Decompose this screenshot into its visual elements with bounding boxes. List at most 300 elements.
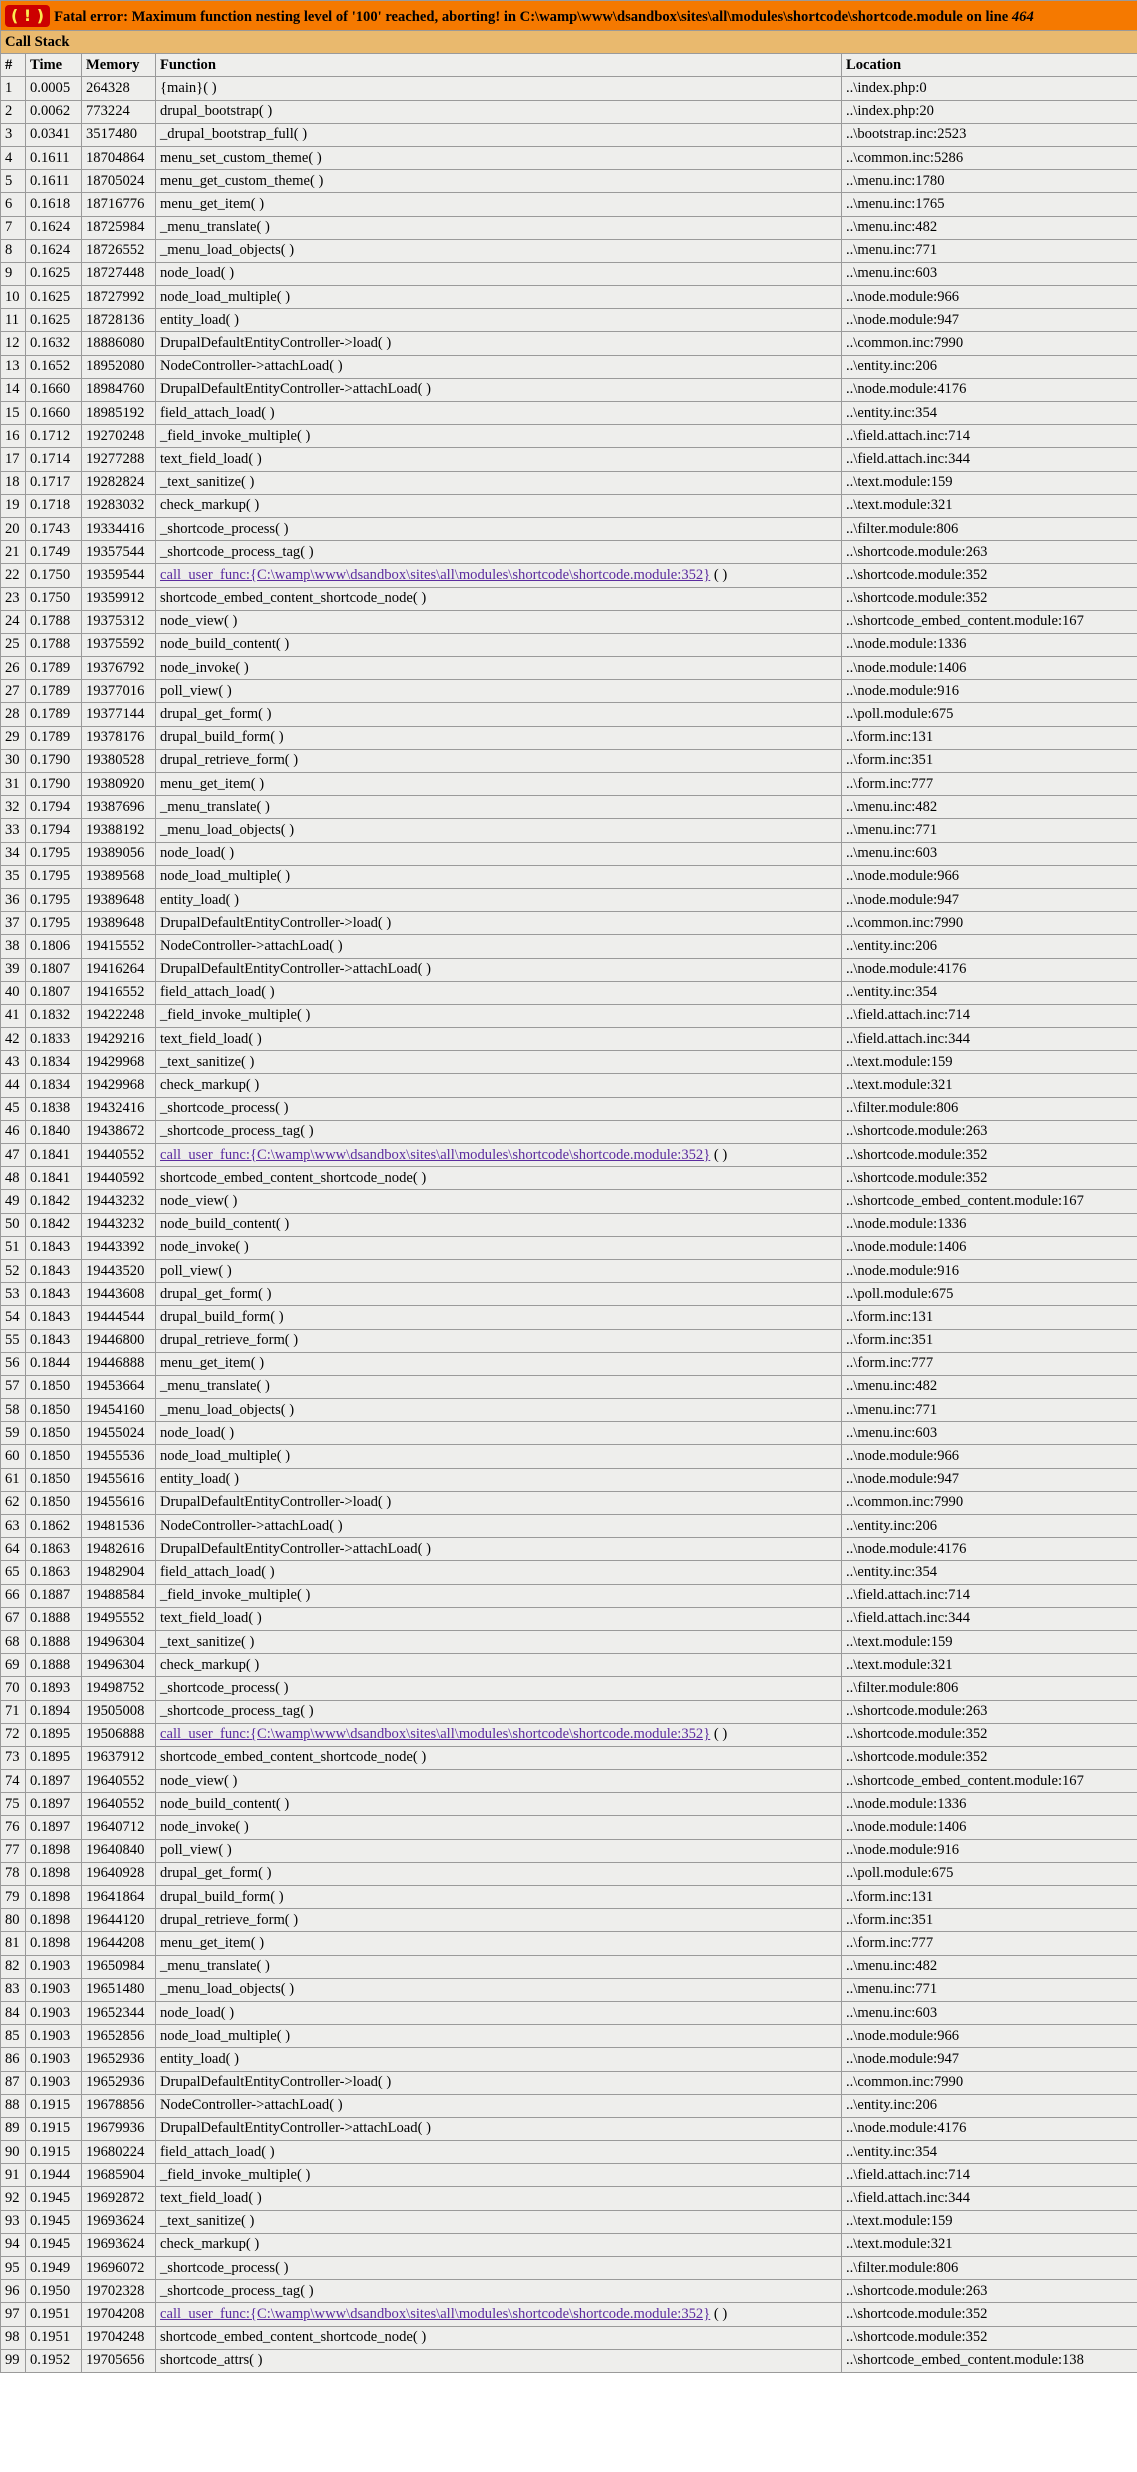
table-row [1,773,1137,796]
table-row [1,402,1137,425]
frame-function-args: ( ) [710,1146,728,1163]
frame-location: ..\text.module:321 [842,1654,1137,1677]
frame-time: 0.1850 [26,1399,82,1422]
frame-time: 0.1625 [26,309,82,332]
table-row [1,1886,1137,1909]
frame-memory: 18952080 [82,355,156,378]
frame-number: 16 [1,425,26,448]
frame-location: ..\node.module:966 [842,286,1137,309]
frame-number: 86 [1,2048,26,2071]
frame-number: 46 [1,1120,26,1143]
frame-number: 31 [1,773,26,796]
frame-function: _menu_load_objects( ) [156,1399,842,1422]
frame-time: 0.1952 [26,2349,82,2372]
table-row [1,2280,1137,2303]
frame-time: 0.1903 [26,2001,82,2024]
frame-number: 12 [1,332,26,355]
frame-function: _text_sanitize( ) [156,1630,842,1653]
table-row [1,471,1137,494]
table-row [1,1862,1137,1885]
frame-memory: 19640840 [82,1839,156,1862]
frame-function [156,1144,842,1167]
table-row [1,1677,1137,1700]
table-row [1,448,1137,471]
frame-function [156,1723,842,1746]
frame-function: node_load( ) [156,842,842,865]
table-row [1,1746,1137,1769]
frame-memory: 19429968 [82,1051,156,1074]
frame-function: drupal_get_form( ) [156,703,842,726]
frame-function: _field_invoke_multiple( ) [156,1004,842,1027]
frame-time: 0.1834 [26,1074,82,1097]
frame-memory: 19422248 [82,1004,156,1027]
frame-function: entity_load( ) [156,1468,842,1491]
frame-time: 0.1915 [26,2094,82,2117]
table-row [1,1445,1137,1468]
frame-number: 24 [1,610,26,633]
frame-time: 0.1794 [26,819,82,842]
frame-time: 0.1750 [26,587,82,610]
frame-memory: 19440552 [82,1144,156,1167]
table-row [1,2164,1137,2187]
frame-number: 19 [1,494,26,517]
frame-time: 0.1717 [26,471,82,494]
frame-location: ..\filter.module:806 [842,2257,1137,2280]
frame-memory: 19693624 [82,2233,156,2256]
frame-number: 18 [1,471,26,494]
frame-number: 85 [1,2025,26,2048]
frame-location: ..\node.module:1406 [842,1236,1137,1259]
frame-function: NodeController->attachLoad( ) [156,1515,842,1538]
frame-memory: 19705656 [82,2349,156,2372]
frame-time: 0.1863 [26,1561,82,1584]
frame-time: 0.1895 [26,1746,82,1769]
frame-memory: 19375592 [82,633,156,656]
table-row [1,1399,1137,1422]
frame-location: ..\filter.module:806 [842,1097,1137,1120]
frame-location: ..\field.attach.inc:344 [842,448,1137,471]
frame-number: 63 [1,1515,26,1538]
frame-memory: 19387696 [82,796,156,819]
frame-time: 0.1843 [26,1283,82,1306]
frame-time: 0.1898 [26,1839,82,1862]
frame-location: ..\form.inc:351 [842,1329,1137,1352]
frame-number: 96 [1,2280,26,2303]
frame-number: 11 [1,309,26,332]
frame-function: node_load( ) [156,262,842,285]
call-stack-title-row [1,31,1137,54]
frame-number: 13 [1,355,26,378]
frame-time: 0.1945 [26,2187,82,2210]
frame-function: node_invoke( ) [156,657,842,680]
table-row [1,170,1137,193]
table-row [1,1190,1137,1213]
frame-number: 74 [1,1770,26,1793]
frame-number: 17 [1,448,26,471]
frame-memory: 19376792 [82,657,156,680]
frame-function: _field_invoke_multiple( ) [156,425,842,448]
frame-memory: 19378176 [82,726,156,749]
frame-time: 0.1714 [26,448,82,471]
table-row [1,100,1137,123]
frame-number: 60 [1,1445,26,1468]
frame-location: ..\node.module:947 [842,2048,1137,2071]
frame-memory: 19704248 [82,2326,156,2349]
frame-time: 0.1894 [26,1700,82,1723]
frame-function: entity_load( ) [156,309,842,332]
frame-location: ..\menu.inc:771 [842,1399,1137,1422]
frame-memory: 19693624 [82,2210,156,2233]
frame-function: node_view( ) [156,1190,842,1213]
frame-function: check_markup( ) [156,1654,842,1677]
frame-number: 38 [1,935,26,958]
frame-location: ..\menu.inc:482 [842,1955,1137,1978]
frame-function: node_load_multiple( ) [156,1445,842,1468]
table-row [1,1352,1137,1375]
frame-location: ..\entity.inc:206 [842,2094,1137,2117]
frame-memory: 19432416 [82,1097,156,1120]
frame-location: ..\entity.inc:354 [842,981,1137,1004]
frame-number: 6 [1,193,26,216]
frame-function: _text_sanitize( ) [156,2210,842,2233]
table-row [1,1932,1137,1955]
frame-function: DrupalDefaultEntityController->attachLoad( ) [156,1538,842,1561]
frame-function: _menu_load_objects( ) [156,1978,842,2001]
frame-memory: 18705024 [82,170,156,193]
frame-memory: 19455536 [82,1445,156,1468]
frame-number: 39 [1,958,26,981]
frame-number: 75 [1,1793,26,1816]
frame-memory: 19498752 [82,1677,156,1700]
frame-time: 0.1887 [26,1584,82,1607]
frame-number: 32 [1,796,26,819]
table-row [1,657,1137,680]
frame-location: ..\node.module:4176 [842,2117,1137,2140]
frame-time: 0.1915 [26,2141,82,2164]
frame-location: ..\entity.inc:354 [842,2141,1137,2164]
frame-location: ..\node.module:1336 [842,1793,1137,1816]
frame-memory: 19640552 [82,1793,156,1816]
frame-number: 21 [1,541,26,564]
frame-time: 0.1806 [26,935,82,958]
frame-time: 0.1789 [26,680,82,703]
frame-location: ..\poll.module:675 [842,1283,1137,1306]
table-row [1,1236,1137,1259]
frame-time: 0.1898 [26,1909,82,1932]
table-row [1,749,1137,772]
frame-function: _menu_translate( ) [156,796,842,819]
frame-time: 0.1903 [26,2048,82,2071]
frame-location: ..\form.inc:131 [842,1306,1137,1329]
table-row [1,2187,1137,2210]
frame-function: node_build_content( ) [156,633,842,656]
table-row [1,981,1137,1004]
frame-time: 0.1660 [26,402,82,425]
table-row [1,1909,1137,1932]
table-row [1,1955,1137,1978]
frame-memory: 19678856 [82,2094,156,2117]
frame-function: shortcode_embed_content_shortcode_node( ) [156,1167,842,1190]
frame-memory: 19488584 [82,1584,156,1607]
frame-time: 0.1611 [26,146,82,169]
frame-function: _drupal_bootstrap_full( ) [156,123,842,146]
frame-location: ..\node.module:916 [842,1259,1137,1282]
frame-function: _menu_load_objects( ) [156,239,842,262]
call-user-func-link[interactable]: call_user_func:{C:\wamp\www\dsandbox\sites\all\modules\shortcode\shortcode.module:352} [160,566,711,583]
table-row [1,355,1137,378]
frame-number: 79 [1,1886,26,1909]
frame-memory: 19453664 [82,1375,156,1398]
frame-time: 0.1712 [26,425,82,448]
table-row [1,309,1137,332]
frame-location: ..\field.attach.inc:714 [842,2164,1137,2187]
frame-time: 0.1898 [26,1932,82,1955]
frame-memory: 19277288 [82,448,156,471]
table-row [1,1306,1137,1329]
frame-location: ..\menu.inc:1780 [842,170,1137,193]
frame-number: 33 [1,819,26,842]
frame-time: 0.1903 [26,1978,82,2001]
frame-time: 0.1850 [26,1422,82,1445]
frame-number: 30 [1,749,26,772]
table-row [1,1213,1137,1236]
table-row [1,2326,1137,2349]
frame-memory: 19679936 [82,2117,156,2140]
frame-memory: 19380528 [82,749,156,772]
frame-location: ..\form.inc:131 [842,1886,1137,1909]
frame-function: drupal_retrieve_form( ) [156,1329,842,1352]
frame-time: 0.1903 [26,2071,82,2094]
frame-time: 0.1611 [26,170,82,193]
frame-number: 26 [1,657,26,680]
frame-time: 0.1843 [26,1236,82,1259]
frame-time: 0.1807 [26,958,82,981]
frame-time: 0.1843 [26,1306,82,1329]
frame-memory: 19359544 [82,564,156,587]
frame-function: node_view( ) [156,610,842,633]
column-header-row [1,54,1137,77]
frame-time: 0.0062 [26,100,82,123]
frame-time: 0.1618 [26,193,82,216]
column-header-time: Time [26,54,82,77]
frame-function: entity_load( ) [156,2048,842,2071]
frame-time: 0.1660 [26,378,82,401]
table-row [1,1422,1137,1445]
frame-time: 0.1795 [26,912,82,935]
frame-location: ..\menu.inc:603 [842,842,1137,865]
frame-number: 8 [1,239,26,262]
frame-location: ..\text.module:321 [842,494,1137,517]
frame-location: ..\node.module:916 [842,1839,1137,1862]
frame-location: ..\field.attach.inc:714 [842,1584,1137,1607]
table-row [1,1259,1137,1282]
frame-function: check_markup( ) [156,494,842,517]
frame-number: 43 [1,1051,26,1074]
frame-function: drupal_retrieve_form( ) [156,749,842,772]
frame-memory: 19415552 [82,935,156,958]
frame-location: ..\menu.inc:482 [842,216,1137,239]
frame-memory: 19380920 [82,773,156,796]
frame-function: drupal_build_form( ) [156,1886,842,1909]
frame-memory: 19455616 [82,1491,156,1514]
frame-number: 68 [1,1630,26,1653]
frame-time: 0.1888 [26,1654,82,1677]
frame-time: 0.1850 [26,1491,82,1514]
frame-memory: 19652936 [82,2071,156,2094]
frame-memory: 18704864 [82,146,156,169]
frame-function: shortcode_embed_content_shortcode_node( ) [156,1746,842,1769]
frame-memory: 19359912 [82,587,156,610]
call-user-func-link[interactable]: call_user_func:{C:\wamp\www\dsandbox\sites\all\modules\shortcode\shortcode.module:352} [160,2305,711,2322]
frame-location: ..\common.inc:7990 [842,332,1137,355]
frame-function: DrupalDefaultEntityController->load( ) [156,2071,842,2094]
frame-number: 22 [1,564,26,587]
frame-number: 55 [1,1329,26,1352]
fatal-error-message [1,1,1137,31]
table-row [1,2257,1137,2280]
frame-time: 0.1888 [26,1630,82,1653]
frame-location: ..\node.module:4176 [842,378,1137,401]
frame-function: NodeController->attachLoad( ) [156,2094,842,2117]
frame-time: 0.1625 [26,286,82,309]
frame-function: text_field_load( ) [156,1607,842,1630]
frame-number: 3 [1,123,26,146]
frame-memory: 19440592 [82,1167,156,1190]
frame-function: menu_get_item( ) [156,1932,842,1955]
frame-location: ..\shortcode.module:352 [842,1144,1137,1167]
frame-number: 49 [1,1190,26,1213]
frame-number: 64 [1,1538,26,1561]
frame-memory: 19482616 [82,1538,156,1561]
frame-memory: 19495552 [82,1607,156,1630]
frame-memory: 19429216 [82,1028,156,1051]
frame-time: 0.1951 [26,2326,82,2349]
frame-time: 0.1843 [26,1259,82,1282]
frame-time: 0.1893 [26,1677,82,1700]
frame-location: ..\poll.module:675 [842,703,1137,726]
frame-memory: 19443232 [82,1213,156,1236]
frame-location: ..\filter.module:806 [842,517,1137,540]
frame-location: ..\entity.inc:206 [842,1515,1137,1538]
frame-memory: 19651480 [82,1978,156,2001]
frame-memory: 19652344 [82,2001,156,2024]
frame-time: 0.1624 [26,239,82,262]
frame-memory: 19455024 [82,1422,156,1445]
frame-function-args: ( ) [710,1726,728,1743]
frame-memory: 18725984 [82,216,156,239]
table-row [1,378,1137,401]
call-user-func-link[interactable]: call_user_func:{C:\wamp\www\dsandbox\sites\all\modules\shortcode\shortcode.module:352} [160,1146,711,1163]
frame-number: 51 [1,1236,26,1259]
frame-location: ..\common.inc:7990 [842,1491,1137,1514]
table-row [1,1051,1137,1074]
frame-function: _menu_load_objects( ) [156,819,842,842]
column-header-memory: Memory [82,54,156,77]
frame-number: 52 [1,1259,26,1282]
frame-location: ..\text.module:321 [842,1074,1137,1097]
frame-number: 94 [1,2233,26,2256]
frame-number: 91 [1,2164,26,2187]
frame-number: 5 [1,170,26,193]
table-row [1,2303,1137,2326]
table-row [1,587,1137,610]
frame-function: _shortcode_process_tag( ) [156,541,842,564]
table-row [1,494,1137,517]
frame-function: field_attach_load( ) [156,402,842,425]
frame-memory: 19641864 [82,1886,156,1909]
frame-location: ..\node.module:1336 [842,1213,1137,1236]
frame-number: 92 [1,2187,26,2210]
frame-function: shortcode_embed_content_shortcode_node( ) [156,2326,842,2349]
frame-function: node_load( ) [156,1422,842,1445]
frame-function: node_load_multiple( ) [156,286,842,309]
frame-function: node_build_content( ) [156,1793,842,1816]
frame-memory: 18727992 [82,286,156,309]
frame-number: 65 [1,1561,26,1584]
table-row [1,2233,1137,2256]
frame-memory: 19650984 [82,1955,156,1978]
frame-location: ..\poll.module:675 [842,1862,1137,1885]
frame-number: 82 [1,1955,26,1978]
frame-location: ..\shortcode.module:352 [842,1723,1137,1746]
frame-number: 37 [1,912,26,935]
frame-number: 99 [1,2349,26,2372]
frame-location: ..\entity.inc:206 [842,355,1137,378]
table-row [1,286,1137,309]
frame-location: ..\field.attach.inc:714 [842,425,1137,448]
frame-function: drupal_build_form( ) [156,726,842,749]
frame-number: 69 [1,1654,26,1677]
frame-memory: 19696072 [82,2257,156,2280]
frame-number: 62 [1,1491,26,1514]
frame-location: ..\form.inc:351 [842,1909,1137,1932]
frame-location: ..\entity.inc:354 [842,1561,1137,1584]
frame-location: ..\common.inc:5286 [842,146,1137,169]
frame-time: 0.1945 [26,2210,82,2233]
table-row [1,541,1137,564]
frame-memory: 19496304 [82,1630,156,1653]
frame-number: 54 [1,1306,26,1329]
frame-location: ..\node.module:1336 [842,633,1137,656]
frame-number: 47 [1,1144,26,1167]
frame-function: drupal_get_form( ) [156,1862,842,1885]
frame-number: 98 [1,2326,26,2349]
frame-location: ..\field.attach.inc:344 [842,1607,1137,1630]
call-user-func-link[interactable]: call_user_func:{C:\wamp\www\dsandbox\sites\all\modules\shortcode\shortcode.module:352} [160,1726,711,1743]
table-row [1,2025,1137,2048]
frame-time: 0.1788 [26,633,82,656]
table-row [1,842,1137,865]
frame-function: _text_sanitize( ) [156,1051,842,1074]
frame-location: ..\shortcode.module:352 [842,2303,1137,2326]
frame-location: ..\node.module:1406 [842,657,1137,680]
frame-location: ..\text.module:159 [842,2210,1137,2233]
frame-memory: 18726552 [82,239,156,262]
frame-location: ..\form.inc:131 [842,726,1137,749]
table-row [1,216,1137,239]
frame-function: NodeController->attachLoad( ) [156,935,842,958]
frame-function [156,564,842,587]
frame-number: 90 [1,2141,26,2164]
frame-function: _menu_translate( ) [156,1375,842,1398]
frame-memory: 18985192 [82,402,156,425]
frame-location: ..\shortcode_embed_content.module:138 [842,2349,1137,2372]
error-text: Fatal error: Maximum function nesting level of '100' reached, aborting! in C:\wamp\www\dsandbox\sites\all\modules\shortcode\shortcode.module on line [54,8,1012,25]
frame-function-args: ( ) [710,2305,728,2322]
call-stack-title: Call Stack [1,31,1137,54]
frame-memory: 19443392 [82,1236,156,1259]
table-row [1,193,1137,216]
